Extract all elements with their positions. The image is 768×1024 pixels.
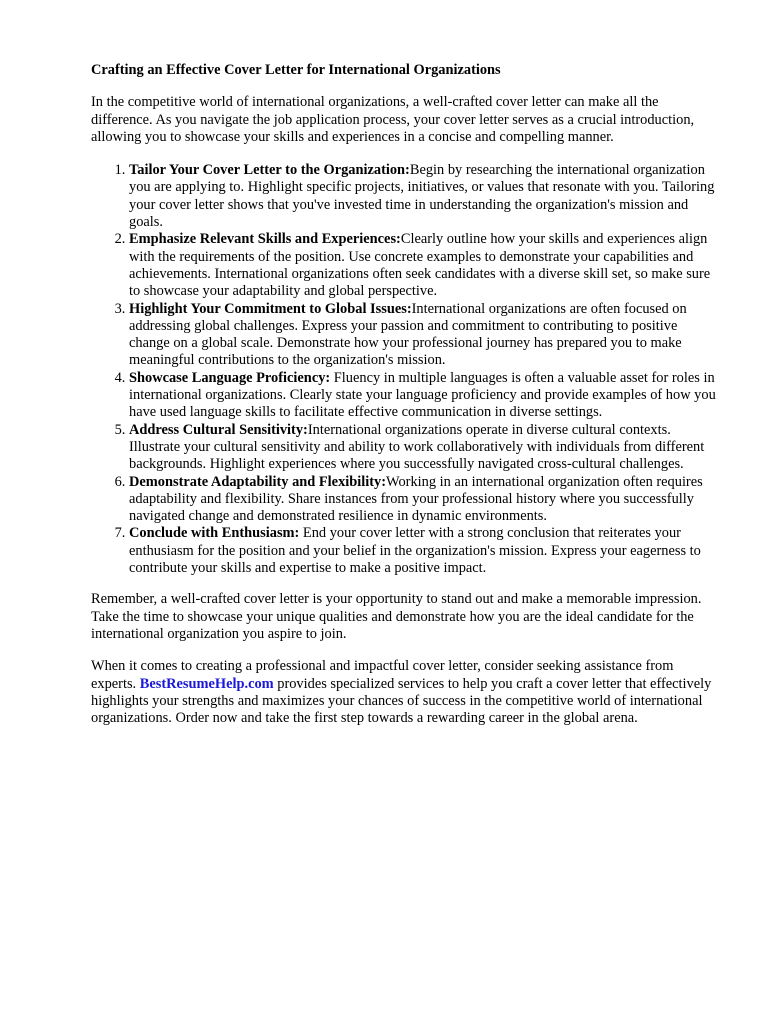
intro-paragraph: In the competitive world of international organizations, a well-crafted cover letter can make all the difference. As you navigate the job application process, your cover letter serves as a crucial introduction, allowing you to showcase your skills and experiences in a concise and compelling manner. [91,94,695,145]
list-item [129,162,719,231]
document-title: Crafting an Effective Cover Letter for International Organizations [91,62,501,78]
tip-term: Tailor Your Cover Letter to the Organization: [129,162,410,179]
list-item [129,474,719,526]
list-item [129,370,719,422]
closing-paragraph [91,658,719,727]
tips-list [91,162,719,577]
tip-term: Conclude with Enthusiasm: [129,525,300,542]
tip-text: Clearly outline how your skills and experiences align with the requirements of the position. Use concrete examples to demonstrate your capabilities and achievements. International organizations often seek candidates with a diverse skill set, so make sure to showcase your adaptability and global perspective. [129,231,711,300]
tip-text: Working in an international organization often requires adaptability and flexibility. Share instances from your professional history where you successfully navigated change and demonstrated resilience in dynamic environments. [129,473,703,525]
tip-text: International organizations operate in diverse cultural contexts. Illustrate your cultural sensitivity and ability to work collaboratively with individuals from different backgrounds. Highlight experiences where you successfully navigated cross-cultural challenges. [129,421,705,473]
list-item [129,231,719,300]
tip-term: Demonstrate Adaptability and Flexibility: [129,473,387,490]
bestresumehelp-link[interactable]: BestResumeHelp.com [139,675,274,692]
tip-term: Emphasize Relevant Skills and Experiences: [129,231,401,248]
tip-term: Showcase Language Proficiency: [129,369,331,386]
tip-text: End your cover letter with a strong conclusion that reiterates your enthusiasm for the position and your belief in the organization's mission. Express your eagerness to contribute your skills and expertise to make a positive impact. [129,525,701,577]
list-item [129,422,719,474]
tip-text: International organizations are often focused on addressing global challenges. Express your passion and commitment to contributing to positive change on a global scale. Demonstrate how your professional journey has prepared you to make meaningful contributions to the organization's mission. [129,300,687,369]
closing-text-before-link: When it comes to creating a professional and impactful cover letter, consider seeking assistance from experts. [91,658,674,692]
tip-term: Highlight Your Commitment to Global Issues: [129,300,412,317]
remember-paragraph: Remember, a well-crafted cover letter is your opportunity to stand out and make a memorable impression. Take the time to showcase your unique qualities and demonstrate how you are the ideal candidate for the international organization you aspire to join. [91,591,702,642]
tip-term: Address Cultural Sensitivity: [129,421,308,438]
document-body [91,62,719,727]
tip-text: Begin by researching the international organization you are applying to. Highlight specific projects, initiatives, or values that resonate with you. Tailoring your cover letter shows that you've invested time in understanding the organization's mission and goals. [129,162,715,231]
list-item [129,525,719,577]
closing-text-after-link: provides specialized services to help you craft a cover letter that effectively highlights your strengths and maximizes your chances of success in the competitive world of international organizations. Order now and take the first step towards a rewarding career in the global arena. [91,675,712,727]
tip-text: Fluency in multiple languages is often a valuable asset for roles in international organizations. Clearly state your language proficiency and provide examples of how you have used language skills to facilitate effective communication in diverse settings. [129,369,716,421]
list-item [129,301,719,370]
